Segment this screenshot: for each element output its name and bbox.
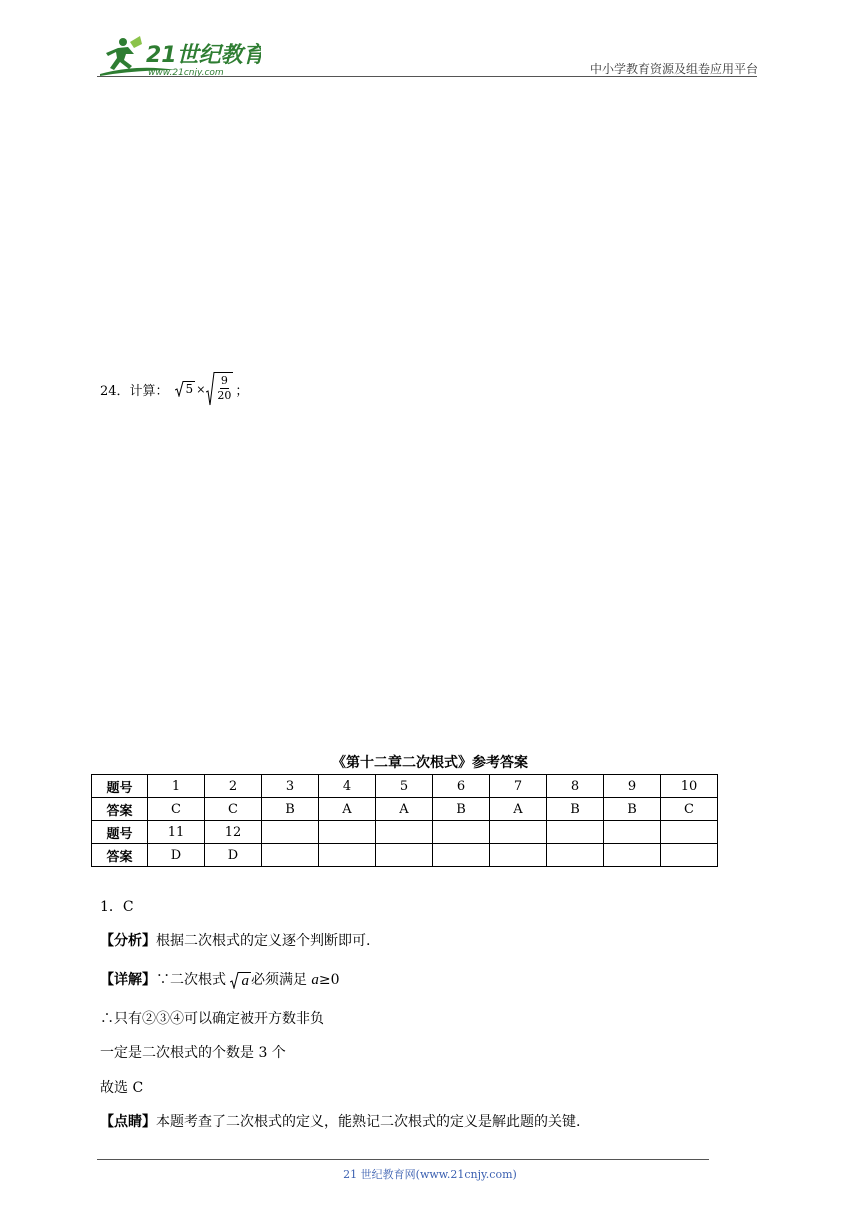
question-end: ； bbox=[235, 383, 249, 399]
answer-cell bbox=[433, 844, 490, 867]
row-label: 答案 bbox=[92, 798, 148, 821]
answer-cell bbox=[547, 821, 604, 844]
row-label: 答案 bbox=[92, 844, 148, 867]
sqrt-a: a bbox=[230, 972, 251, 989]
fraction: $\frac{9}{20}$ bbox=[217, 374, 232, 402]
answer-cell: 3 bbox=[262, 775, 319, 798]
times-sign: × bbox=[196, 382, 206, 396]
detail-tag: 【详解】 bbox=[100, 972, 156, 988]
radical-sign-icon bbox=[230, 972, 239, 989]
answer-cell: 12 bbox=[205, 821, 262, 844]
answer-cell: B bbox=[433, 798, 490, 821]
question-number: 24．计算： bbox=[100, 383, 169, 399]
svg-text:21世纪教育: 21世纪教育 bbox=[146, 43, 261, 68]
answer-cell bbox=[490, 844, 547, 867]
answer-cell bbox=[604, 844, 661, 867]
answer-table-row bbox=[92, 798, 718, 821]
row-label: 题号 bbox=[92, 775, 148, 798]
site-logo bbox=[96, 34, 261, 78]
answer-1: 1．C bbox=[100, 899, 134, 915]
header-divider bbox=[97, 76, 757, 77]
answer-table bbox=[91, 774, 718, 867]
answer-cell: B bbox=[604, 798, 661, 821]
answer-cell: B bbox=[262, 798, 319, 821]
answer-cell: 11 bbox=[148, 821, 205, 844]
platform-name: 中小学教育资源及组卷应用平台 bbox=[589, 62, 758, 76]
comment-text: 本题考查了二次根式的定义，能熟记二次根式的定义是解此题的关键. bbox=[156, 1114, 581, 1130]
answer-cell: 8 bbox=[547, 775, 604, 798]
answer-cell bbox=[604, 821, 661, 844]
answer-cell bbox=[262, 821, 319, 844]
answer-cell: 6 bbox=[433, 775, 490, 798]
answer-cell: 1 bbox=[148, 775, 205, 798]
choice-line: 故选 C bbox=[100, 1080, 144, 1096]
answer-cell bbox=[547, 844, 604, 867]
analysis-tag: 【分析】 bbox=[100, 933, 156, 949]
answer-cell: 7 bbox=[490, 775, 547, 798]
answer-cell: 2 bbox=[205, 775, 262, 798]
answer-cell: C bbox=[205, 798, 262, 821]
detail-line: 【详解】∵二次根式 a 必须满足 a≥0 bbox=[100, 972, 340, 989]
answer-cell bbox=[319, 821, 376, 844]
answer-cell: C bbox=[148, 798, 205, 821]
answer-cell: 5 bbox=[376, 775, 433, 798]
answer-cell: D bbox=[205, 844, 262, 867]
footer-link[interactable]: 21 世纪教育网(www.21cnjy.com) bbox=[343, 1168, 517, 1181]
radical-sign-icon bbox=[206, 372, 215, 406]
answer-cell bbox=[376, 821, 433, 844]
answer-cell bbox=[319, 844, 376, 867]
answer-cell: B bbox=[547, 798, 604, 821]
question-24 bbox=[100, 372, 248, 406]
answer-cell bbox=[661, 821, 718, 844]
analysis-text: 根据二次根式的定义逐个判断即可. bbox=[156, 933, 371, 949]
answer-cell bbox=[661, 844, 718, 867]
runner-icon bbox=[96, 34, 261, 78]
answer-cell bbox=[490, 821, 547, 844]
sqrt-fraction bbox=[206, 372, 233, 406]
answer-table-row bbox=[92, 775, 718, 798]
answer-cell: A bbox=[376, 798, 433, 821]
comment-tag: 【点睛】 bbox=[100, 1114, 156, 1130]
count-line: 一定是二次根式的个数是 3 个 bbox=[100, 1045, 286, 1061]
sqrt-5: 5 bbox=[175, 381, 196, 397]
answer-cell: C bbox=[661, 798, 718, 821]
answer-cell bbox=[433, 821, 490, 844]
answer-table-row bbox=[92, 844, 718, 867]
answer-cell: A bbox=[490, 798, 547, 821]
answer-key-title: 《第十二章二次根式》参考答案 bbox=[332, 755, 528, 771]
footer-divider bbox=[97, 1159, 709, 1160]
comment-line bbox=[100, 1113, 580, 1131]
svg-text:www.21cnjy.com: www.21cnjy.com bbox=[148, 68, 224, 78]
answer-cell: 10 bbox=[661, 775, 718, 798]
answer-cell bbox=[376, 844, 433, 867]
answer-table-row bbox=[92, 821, 718, 844]
row-label: 题号 bbox=[92, 821, 148, 844]
answer-cell: 9 bbox=[604, 775, 661, 798]
conclusion-line: ∴只有②③④可以确定被开方数非负 bbox=[100, 1011, 324, 1027]
answer-cell: 4 bbox=[319, 775, 376, 798]
answer-cell: A bbox=[319, 798, 376, 821]
answer-cell: D bbox=[148, 844, 205, 867]
radical-sign-icon bbox=[175, 381, 184, 397]
answer-cell bbox=[262, 844, 319, 867]
analysis-line bbox=[100, 932, 370, 950]
